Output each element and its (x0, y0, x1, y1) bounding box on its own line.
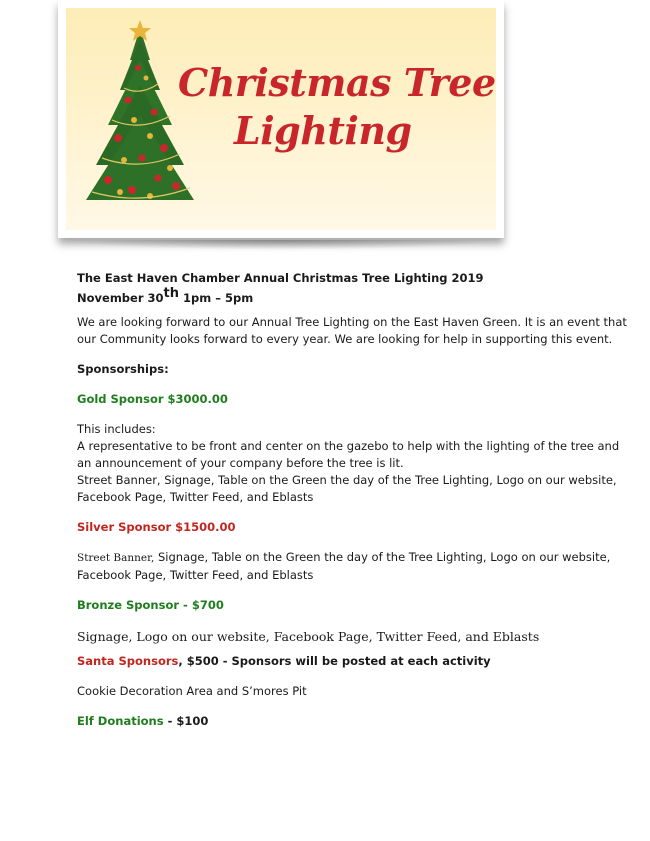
gold-sponsor-title: Gold Sponsor $3000.00 (77, 392, 228, 406)
intro-line-1: We are looking forward to our Annual Tree Lighting on the East Haven Green. It is an event that (77, 315, 627, 329)
event-date (77, 286, 577, 307)
silver-line-1 (77, 549, 611, 567)
santa-line-1: Cookie Decoration Area and S’mores Pit (77, 684, 307, 698)
gold-line-2: an announcement of your company before the tree is lit. (77, 456, 404, 470)
banner-title-line2: Lighting (234, 108, 412, 153)
gold-line-3: Street Banner, Signage, Table on the Green the day of the Tree Lighting, Logo on our website, (77, 473, 617, 487)
silver-line-1-b: Signage, Table on the Green the day of the Tree Lighting, Logo on our website, (154, 550, 611, 564)
elf-donations (77, 713, 577, 730)
gold-line-1: A representative to be front and center on the gazebo to help with the lighting of the tree and (77, 439, 620, 453)
bronze-line-1: Signage, Logo on our website, Facebook Page, Twitter Feed, and Eblasts (77, 629, 540, 644)
silver-line-1-a: Street Banner, (77, 552, 155, 564)
silver-sponsor-title: Silver Sponsor $1500.00 (77, 520, 236, 534)
event-time: 1pm – 5pm (179, 291, 254, 305)
elf-donations-title: Elf Donations (77, 714, 164, 728)
event-heading: The East Haven Chamber Annual Christmas Tree Lighting 2019 (77, 271, 484, 285)
santa-sponsors-title: Santa Sponsors (77, 654, 179, 668)
bronze-sponsor-title: Bronze Sponsor - $700 (77, 598, 224, 612)
intro-line-2: our Community looks forward to every year. We are looking for help in supporting this event. (77, 332, 613, 346)
sponsorships-heading: Sponsorships: (77, 362, 169, 376)
elf-donations-rest: - $100 (163, 714, 209, 728)
event-date-text: November 30 (77, 291, 164, 305)
event-date-suffix: th (163, 286, 179, 301)
christmas-tree-icon (80, 20, 200, 210)
gold-includes: This includes: (77, 422, 156, 436)
santa-sponsors-rest: , $500 - Sponsors will be posted at each activity (178, 654, 491, 668)
banner-title-line1: Christmas Tree (178, 60, 496, 105)
document-body (77, 270, 627, 730)
santa-sponsors (77, 653, 577, 670)
banner-frame (58, 0, 504, 238)
gold-line-4: Facebook Page, Twitter Feed, and Eblasts (77, 490, 314, 504)
silver-line-2: Facebook Page, Twitter Feed, and Eblasts (77, 568, 314, 582)
banner (66, 8, 496, 230)
